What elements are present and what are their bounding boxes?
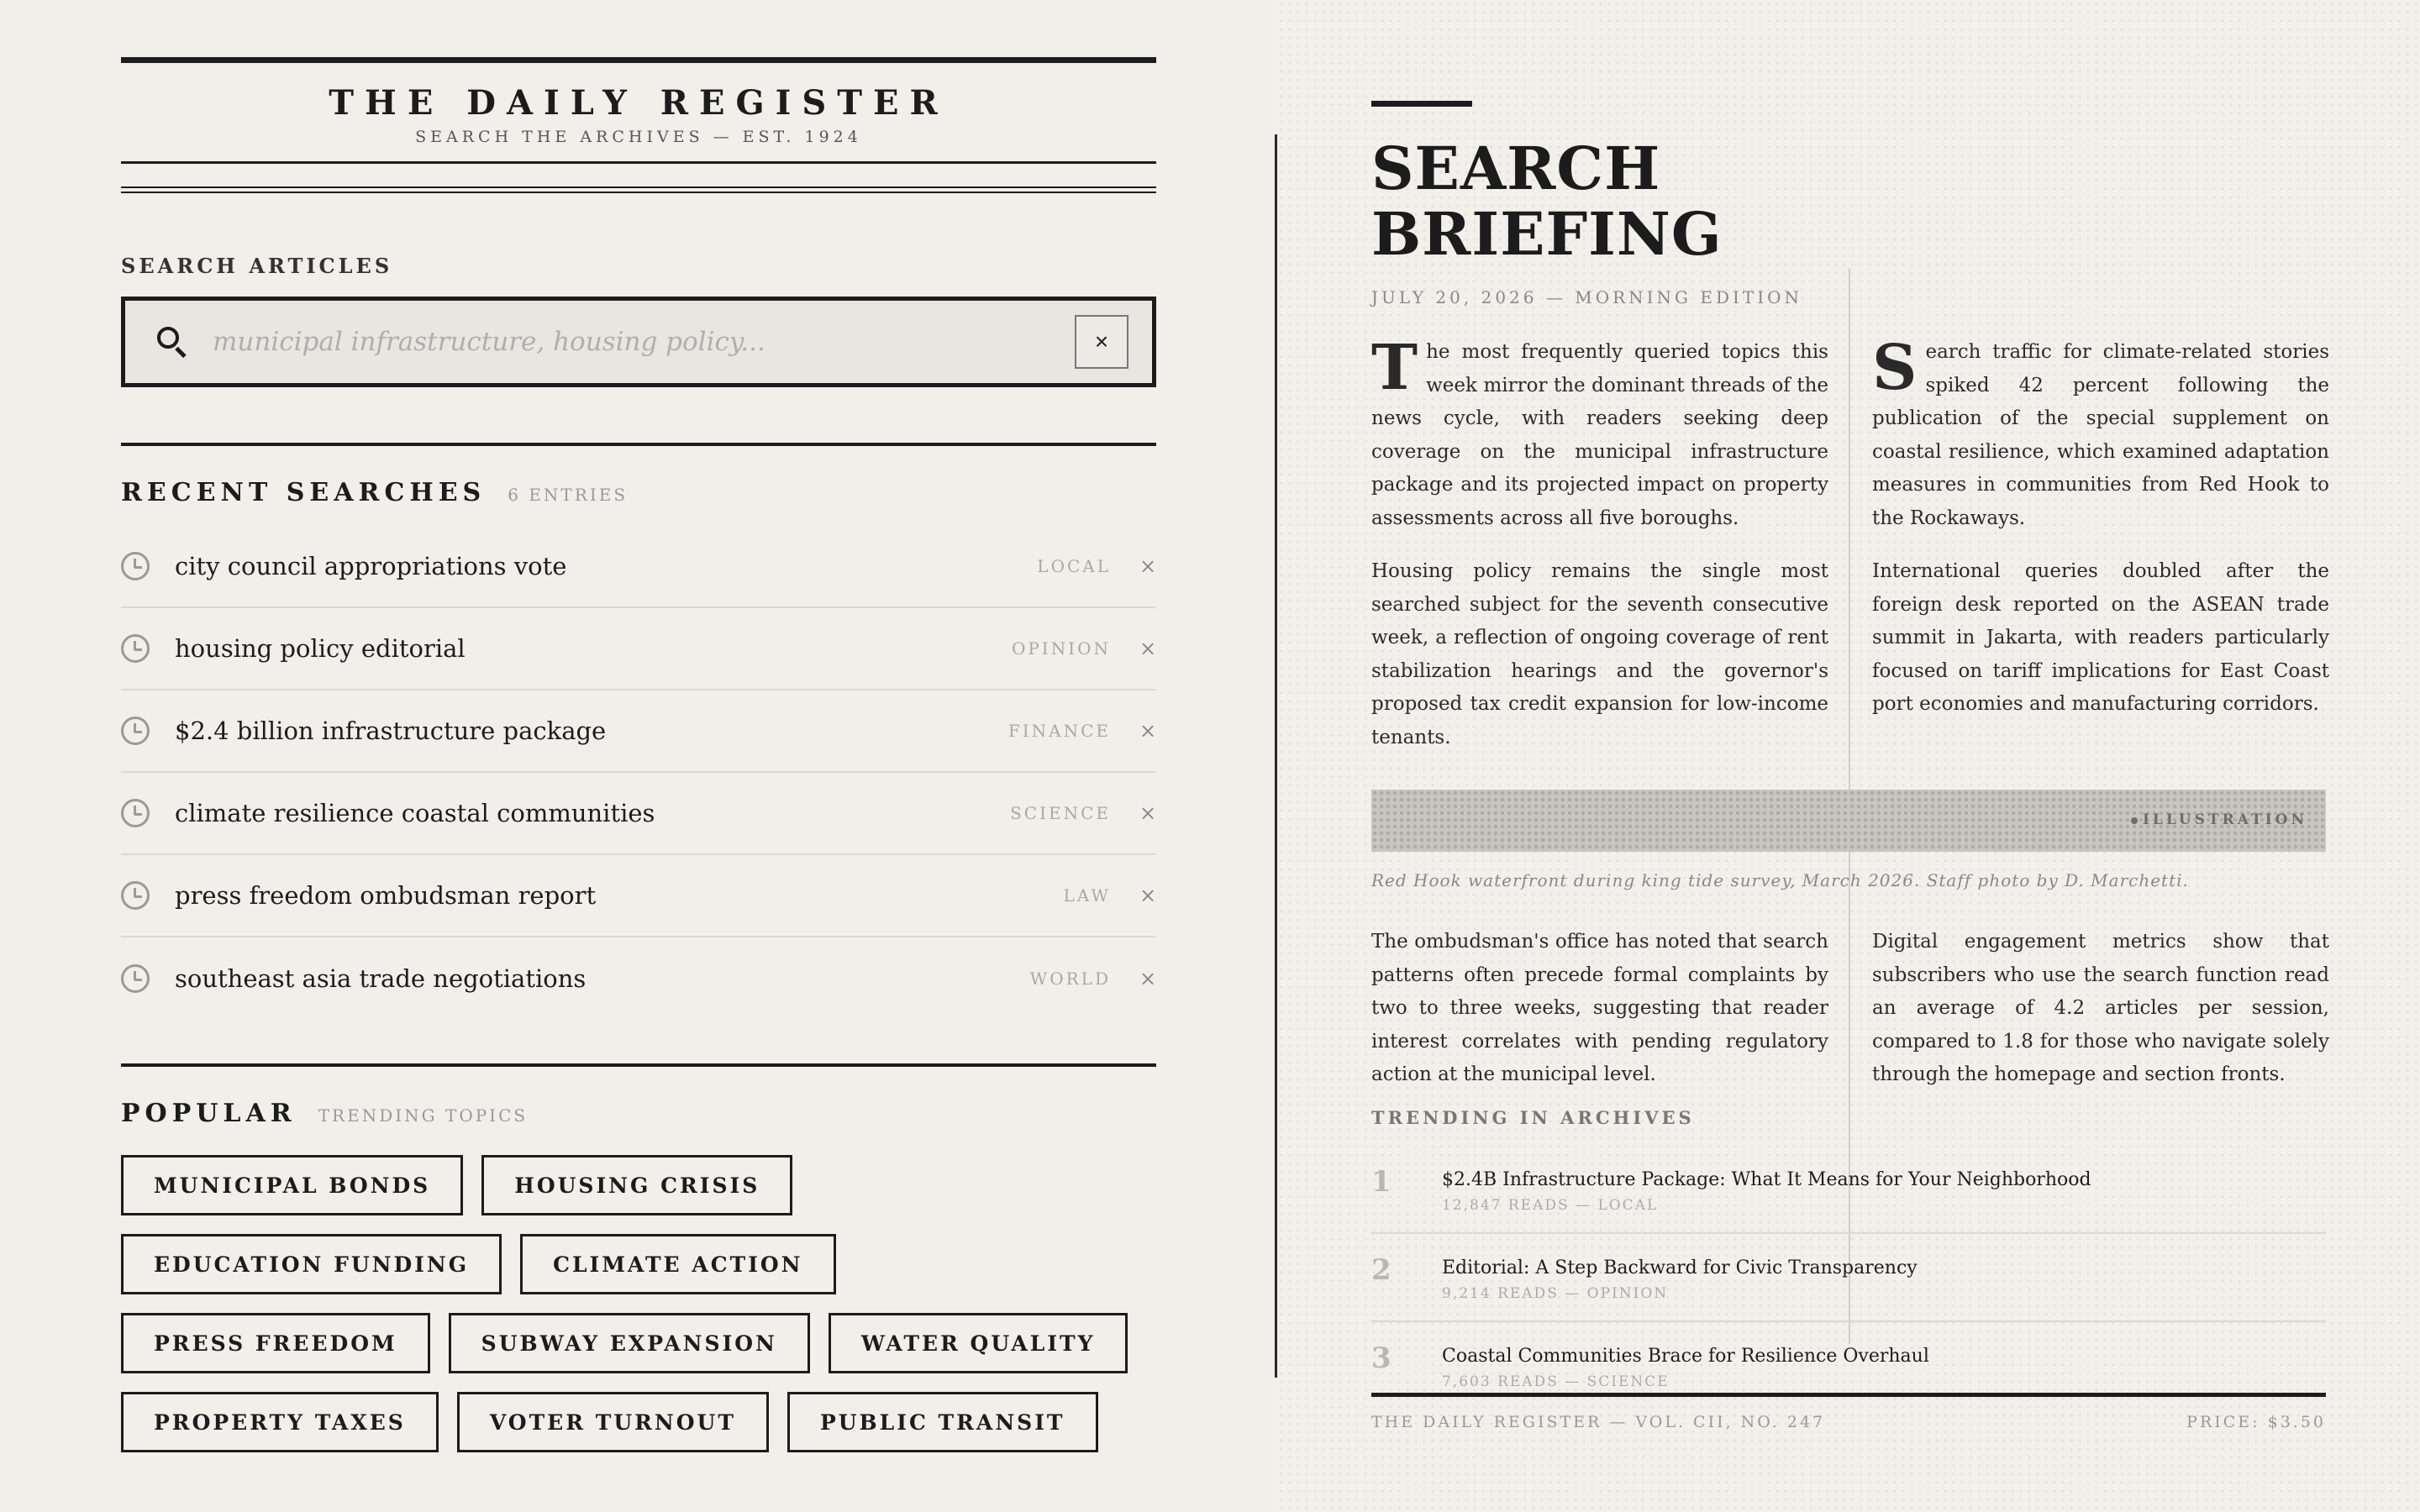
masthead-top-rule [121, 57, 1156, 63]
recent-search-item[interactable] [121, 690, 1156, 773]
trending-clip [1277, 0, 2420, 1393]
trending-list [1371, 1146, 2326, 1393]
clock-icon [121, 552, 150, 580]
topic-tag[interactable]: VOTER TURNOUT [457, 1392, 769, 1452]
clock-icon [121, 717, 150, 745]
briefing-panel [1277, 0, 2420, 1512]
masthead-title: THE DAILY REGISTER [329, 83, 949, 123]
remove-recent-button[interactable]: × [1139, 967, 1157, 990]
drop-cap: S [1872, 332, 1918, 404]
topic-tag[interactable]: WATER QUALITY [829, 1313, 1128, 1373]
recent-search-category: OPINION [1011, 638, 1111, 659]
remove-recent-button[interactable]: × [1139, 884, 1157, 907]
trending-rank: 3 [1371, 1341, 1392, 1375]
briefing-paragraph: Search traffic for climate-related stories spiked 42 percent following the publication of the special supplement on coastal resilience, which examined adaptation measures in communities from Red Hook to the Rockaways. [1872, 332, 2329, 529]
popular-section-rule [121, 1063, 1156, 1067]
trending-item[interactable] [1371, 1322, 2326, 1393]
footer-price: PRICE: $3.50 [2186, 1413, 2326, 1431]
masthead-double-rule-top [121, 186, 1156, 188]
trending-rank: 2 [1371, 1253, 1392, 1287]
clock-icon [121, 799, 150, 827]
briefing-paragraph: The ombudsman's office has noted that search patterns often precede formal complaints by two to three weeks, suggesting that reader interest correlates with pending regulatory action at the municipal level. [1371, 931, 1828, 1085]
trending-rank: 1 [1371, 1165, 1392, 1199]
search-icon [155, 325, 189, 359]
search-input[interactable] [213, 327, 1075, 357]
topic-tag[interactable]: EDUCATION FUNDING [121, 1234, 502, 1294]
remove-recent-button[interactable]: × [1139, 719, 1157, 743]
search-panel [121, 57, 1156, 1452]
briefing-paragraph: The most frequently queried topics this week mirror the dominant threads of the news cycle, with readers seeking deep coverage on the municipal infrastructure package and its projected impact on property assessments across all five boroughs. [1371, 332, 1828, 529]
search-label: SEARCH ARTICLES [121, 254, 393, 278]
popular-subtitle: TRENDING TOPICS [318, 1105, 529, 1126]
close-icon: × [1094, 328, 1109, 354]
trending-title[interactable]: $2.4B Infrastructure Package: What It Means for Your Neighborhood [1442, 1169, 2091, 1190]
trending-meta: 7,603 READS — SCIENCE [1442, 1373, 1670, 1390]
topic-tag[interactable]: PUBLIC TRANSIT [787, 1392, 1098, 1452]
recent-search-text: city council appropriations vote [175, 552, 567, 580]
topic-tag[interactable]: PRESS FREEDOM [121, 1313, 430, 1373]
trending-title[interactable]: Editorial: A Step Backward for Civic Transparency [1442, 1257, 1918, 1278]
trending-title[interactable]: Coastal Communities Brace for Resilience Overhaul [1442, 1346, 1929, 1367]
recent-search-category: LAW [1063, 885, 1111, 906]
recent-header [121, 478, 1156, 507]
illustration-caption: Red Hook waterfront during king tide survey, March 2026. Staff photo by D. Marchetti. [1371, 870, 2189, 890]
recent-search-text: southeast asia trade negotiations [175, 964, 587, 993]
topic-tag[interactable]: MUNICIPAL BONDS [121, 1155, 463, 1215]
briefing-date: JULY 20, 2026 — MORNING EDITION [1371, 287, 1803, 307]
recent-search-category: SCIENCE [1010, 803, 1111, 823]
recent-section-rule [121, 443, 1156, 446]
recent-search-item[interactable] [121, 937, 1156, 1020]
recent-searches-list [121, 526, 1156, 1020]
popular-header [121, 1099, 1156, 1128]
topic-tag[interactable]: PROPERTY TAXES [121, 1392, 439, 1452]
briefing-paragraph: Digital engagement metrics show that subscribers who use the search function read an average of 4.2 articles per session, compared to 1.8 for those who navigate solely through the homepage and section fronts. [1872, 931, 2329, 1085]
topic-tag[interactable]: SUBWAY EXPANSION [449, 1313, 810, 1373]
trending-item[interactable] [1371, 1146, 2326, 1234]
clock-icon [121, 634, 150, 663]
recent-search-category: WORLD [1029, 969, 1111, 989]
recent-search-category: FINANCE [1007, 721, 1111, 741]
recent-count: 6 ENTRIES [508, 485, 629, 505]
recent-search-item[interactable] [121, 526, 1156, 608]
briefing-title-line2: BRIEFING [1371, 199, 1723, 269]
trending-item[interactable] [1371, 1234, 2326, 1322]
clock-icon [121, 881, 150, 910]
recent-search-text: housing policy editorial [175, 634, 466, 663]
trending-label: TRENDING IN ARCHIVES [1371, 1107, 1695, 1128]
drop-cap: T [1371, 332, 1418, 404]
masthead-rule [121, 161, 1156, 164]
footer-volume: THE DAILY REGISTER — VOL. CII, NO. 247 [1371, 1413, 1826, 1431]
recent-search-item[interactable] [121, 855, 1156, 937]
trending-meta: 12,847 READS — LOCAL [1442, 1197, 1659, 1214]
trending-meta: 9,214 READS — OPINION [1442, 1285, 1669, 1302]
popular-title: POPULAR [121, 1099, 297, 1128]
recent-search-item[interactable] [121, 773, 1156, 855]
briefing-paragraph: Housing policy remains the single most searched subject for the seventh consecutive week, a reflection of ongoing coverage of rent stabilization hearings and the governor's proposed tax credit expansion for low-income tenants. [1371, 560, 1828, 748]
clock-icon [121, 964, 150, 993]
clear-search-button[interactable] [1075, 315, 1128, 369]
recent-search-text: climate resilience coastal communities [175, 799, 655, 827]
recent-search-text: press freedom ombudsman report [175, 881, 597, 910]
recent-title: RECENT SEARCHES [121, 478, 487, 507]
topic-tag[interactable]: HOUSING CRISIS [481, 1155, 792, 1215]
masthead-subtitle: SEARCH THE ARCHIVES — EST. 1924 [415, 128, 862, 146]
remove-recent-button[interactable]: × [1139, 801, 1157, 825]
remove-recent-button[interactable]: × [1139, 637, 1157, 660]
recent-search-text: $2.4 billion infrastructure package [175, 717, 607, 745]
briefing-title-line1: SEARCH [1371, 134, 1661, 203]
recent-search-item[interactable] [121, 608, 1156, 690]
illustration-label: ILLUSTRATION [2131, 811, 2307, 828]
topic-tag[interactable]: CLIMATE ACTION [520, 1234, 835, 1294]
remove-recent-button[interactable]: × [1139, 554, 1157, 578]
recent-search-category: LOCAL [1037, 556, 1111, 576]
masthead-double-rule-bottom [121, 192, 1156, 193]
briefing-paragraph: International queries doubled after the foreign desk reported on the ASEAN trade summit in Jakarta, with readers particularly focused on tariff implications for East Coast port economies and manufacturing corridors. [1872, 560, 2329, 715]
footer-rule [1371, 1393, 2326, 1397]
search-box [121, 297, 1156, 387]
popular-tags [121, 1155, 1156, 1452]
